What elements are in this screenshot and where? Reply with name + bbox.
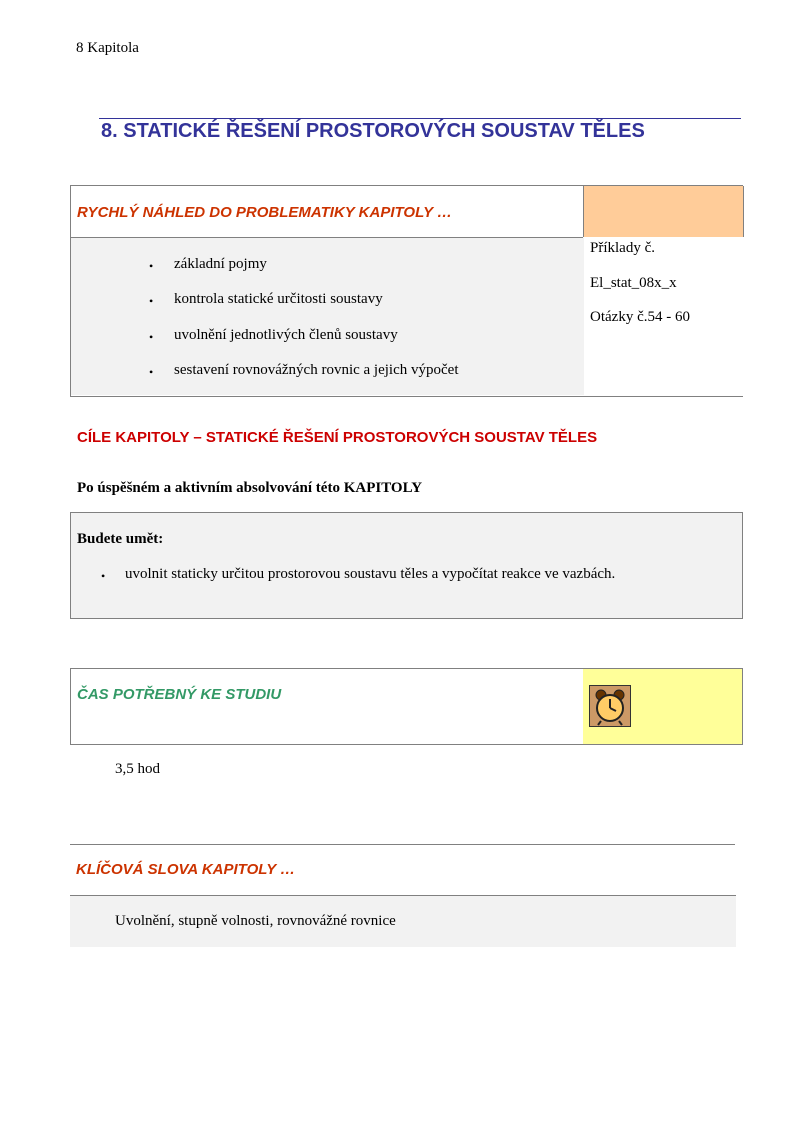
topic-item: uvolnění jednotlivých členů soustavy [174, 327, 398, 343]
overview-accent-cell [583, 186, 744, 237]
overview-box [70, 185, 743, 397]
study-time-heading: ČAS POTŘEBNÝ KE STUDIU [77, 686, 282, 703]
bullet-icon: • [149, 259, 154, 273]
bullet-icon: • [149, 365, 154, 379]
keywords-heading: KLÍČOVÁ SLOVA KAPITOLY … [76, 861, 296, 878]
examples-label: Příklady č. [590, 240, 655, 256]
keywords-text: Uvolnění, stupně volnosti, rovnovážné rovnice [115, 913, 396, 929]
goals-intro: Po úspěšném a aktivním absolvování této KAPITOLY [77, 480, 423, 496]
alarm-clock-icon [589, 685, 631, 727]
bullet-icon: • [149, 330, 154, 344]
skills-box [70, 512, 743, 619]
topic-item: kontrola statické určitosti soustavy [174, 291, 383, 307]
page-header: 8 Kapitola [76, 40, 139, 56]
title-rule [99, 118, 741, 119]
study-time-value: 3,5 hod [115, 761, 160, 777]
questions-range: Otázky č.54 - 60 [590, 309, 690, 325]
keywords-box [70, 895, 736, 947]
study-time-box [70, 668, 743, 745]
skills-heading: Budete umět: [77, 531, 164, 547]
study-time-accent-cell [583, 669, 742, 744]
chapter-title: 8. STATICKÉ ŘEŠENÍ PROSTOROVÝCH SOUSTAV TĚLES [101, 120, 645, 142]
overview-references [584, 238, 743, 395]
bullet-icon: • [149, 294, 154, 308]
overview-topics [71, 238, 584, 395]
examples-code: El_stat_08x_x [590, 275, 677, 291]
overview-heading: RYCHLÝ NÁHLED DO PROBLEMATIKY KAPITOLY … [77, 204, 453, 221]
topic-item: sestavení rovnovážných rovnic a jejich výpočet [174, 362, 459, 378]
keywords-top-rule [70, 844, 735, 845]
topic-item: základní pojmy [174, 256, 267, 272]
skill-item: uvolnit staticky určitou prostorovou soustavu těles a vypočítat reakce ve vazbách. [125, 566, 616, 582]
goals-title: CÍLE KAPITOLY – STATICKÉ ŘEŠENÍ PROSTOROVÝCH SOUSTAV TĚLES [77, 429, 598, 446]
bullet-icon: • [101, 569, 106, 583]
overview-header [71, 186, 583, 238]
